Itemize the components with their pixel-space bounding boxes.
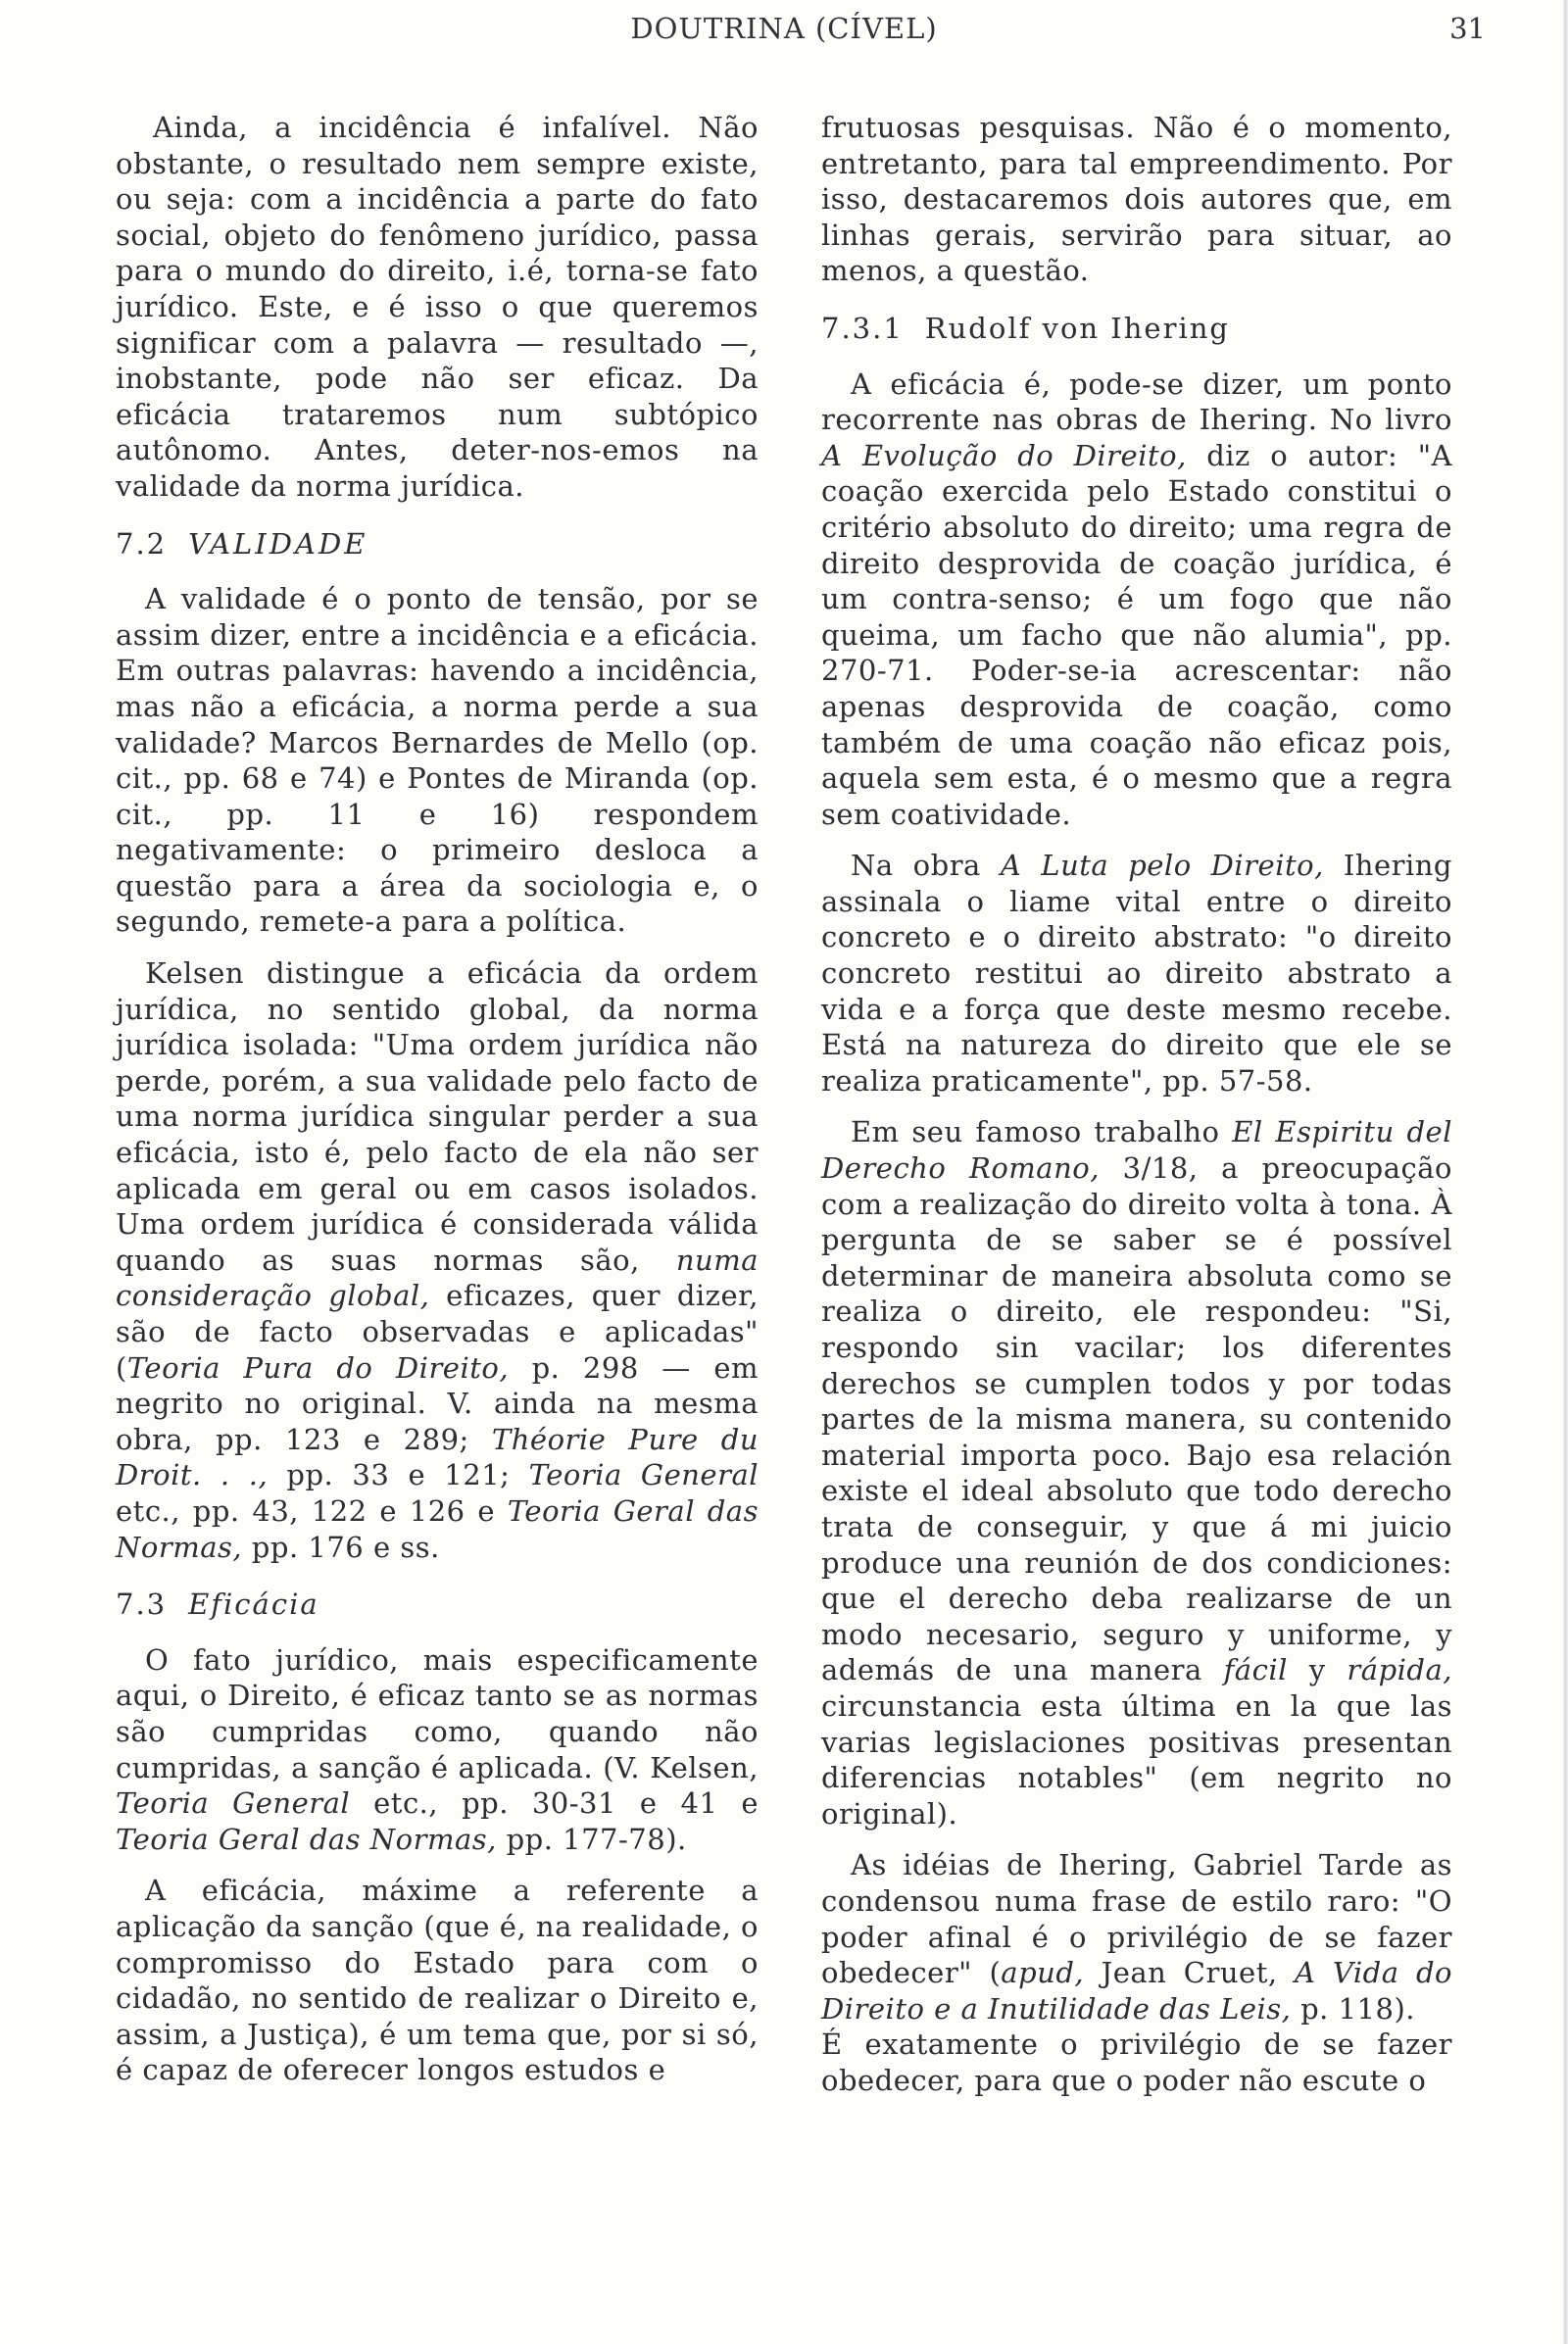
paragraph-espiritu-derecho: Em seu famoso trabalho El Espiritu del Derecho Romano, 3/18, a preocupação com a realização do direito volta à tona. À pergunta de se saber se é possível determinar de maneira absoluta como se realiza o direito, ele respondeu: "Si, respondo sin vacilar; los diferentes derechos se cumplen todos y por todas partes de la misma manera, su contenido material importa poco. Bajo esa relación existe el ideal absoluto que todo derecho trata de conseguir, y que á mi juicio produce una reunión de dos condiciones: que el derecho deba realizarse de un modo necesario, seguro y uniforme, y además de una manera fácil y rápida, circunstancia esta última en la que las varias legislaciones positivas presentan diferencias notables" (em negrito no original).: [821, 1115, 1452, 1831]
heading-number: 7.2: [116, 526, 168, 561]
paragraph-fato-juridico: O fato jurídico, mais especificamente aqui, o Direito, é eficaz tanto se as normas são cumpridas como, quando não cumpridas, a sanção é aplicada. (V. Kelsen, Teoria General etc., pp. 30-31 e 41 e Teoria Geral das Normas, pp. 177-78).: [116, 1642, 760, 1856]
heading-7-3-1: [821, 311, 1452, 347]
scan-edge: [1562, 0, 1568, 2344]
heading-7-2: [116, 526, 759, 562]
heading-number: 7.3.1: [821, 311, 904, 345]
heading-title: VALIDADE: [188, 526, 368, 561]
heading-title: Eficácia: [188, 1587, 319, 1622]
paragraph-gabriel-tarde: As idéias de Ihering, Gabriel Tarde as condensou numa frase de estilo raro: "O poder afinal é o privilégio de se fazer obedecer" (apud, Jean Cruet, A Vida do Direito e a Inutilidade das Leis, p. 118). É exatamente o privilégio de se fazer obedecer, para que o poder não escute o: [821, 1848, 1452, 2097]
heading-title: Rudolf von Ihering: [924, 311, 1230, 345]
paragraph-incidencia: Ainda, a incidência é infalível. Não obstante, o resultado nem sempre existe, ou seja: com a incidência a parte do fato social, objeto do fenômeno jurídico, passa para o mundo do direito, i.é, torna-se fato jurídico. Este, e é isso o que queremos significar com a palavra — resultado —, inobstante, pode não ser eficaz. Da eficácia trataremos num subtópico autônomo. Antes, deter-nos-emos na validade da norma jurídica.: [116, 111, 759, 503]
paragraph-ihering-evolucao: A eficácia é, pode-se dizer, um ponto recorrente nas obras de Ihering. No livro A Evolução do Direito, diz o autor: "A coação exercida pelo Estado constitui o critério absoluto do direito; uma regra de direito desprovida de coação jurídica, é um contra-senso; é um fogo que não queima, um facho que não alumia", pp. 270-71. Poder-se-ia acrescentar: não apenas desprovida de coação, como também de uma coação não eficaz pois, aquela sem esta, é o mesmo que a regra sem coatividade.: [821, 366, 1452, 831]
page-number: 31: [1449, 12, 1486, 45]
page-header: [0, 8, 1568, 47]
paragraph-continuation: frutuosas pesquisas. Não é o momento, entretanto, para tal empreendimento. Por isso, destacaremos dois autores que, em linhas gerais, servirão para situar, ao menos, a questão.: [821, 111, 1452, 288]
heading-number: 7.3: [116, 1587, 168, 1622]
running-title: DOUTRINA (CÍVEL): [630, 12, 938, 45]
paragraph-luta-pelo-direito: Na obra A Luta pelo Direito, Ihering assinala o liame vital entre o direito concreto e o direito abstrato: "o direito concreto restitui ao direito abstrato a vida e a força que deste mesmo recebe. Está na natureza do direito que ele se realiza praticamente", pp. 57-58.: [821, 849, 1452, 1098]
paragraph-validade: A validade é o ponto de tensão, por se assim dizer, entre a incidência e a eficácia. Em outras palavras: havendo a incidência, mas não a eficácia, a norma perde a sua validade? Marcos Bernardes de Mello (op. cit., pp. 68 e 74) e Pontes de Miranda (op. cit., pp. 11 e 16) respondem negativamente: o primeiro desloca a questão para a área da sociologia e, o segundo, remete-a para a política.: [116, 582, 759, 939]
heading-7-3: [116, 1587, 759, 1623]
paragraph-kelsen: Kelsen distingue a eficácia da ordem jurídica, no sentido global, da norma jurídica isolada: "Uma ordem jurídica não perde, porém, a sua validade pelo facto de uma norma jurídica singular perder a sua eficácia, isto é, pelo facto de ela não ser aplicada em geral ou em casos isolados. Uma ordem jurídica é considerada válida quando as suas normas são, numa consideração global, eficazes, quer dizer, são de facto observadas e aplicadas" (Teoria Pura do Direito, p. 298 — em negrito no original. V. ainda na mesma obra, pp. 123 e 289; Théorie Pure du Droit. . ., pp. 33 e 121; Teoria General etc., pp. 43, 122 e 126 e Teoria Geral das Normas, pp. 176 e ss.: [116, 956, 760, 1564]
left-column: [116, 110, 759, 2104]
right-column: [821, 110, 1452, 2114]
paragraph-eficacia-sancao: A eficácia, máxime a referente a aplicação da sanção (que é, na realidade, o compromisso do Estado para com o cidadão, no sentido de realizar o Direito e, assim, a Justiça), é um tema que, por si só, é capaz de oferecer longos estudos e: [116, 1874, 759, 2087]
